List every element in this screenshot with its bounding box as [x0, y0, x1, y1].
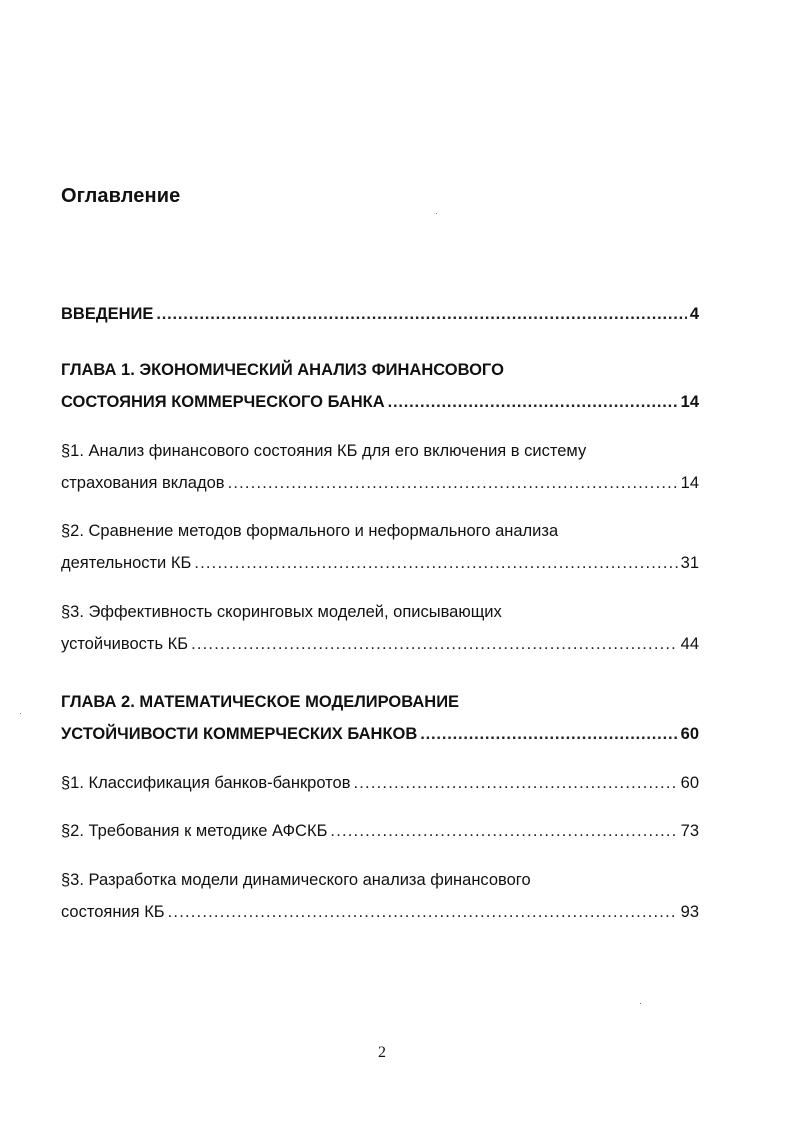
dot-leader [330, 815, 677, 847]
toc-entry-title-line: ГЛАВА 1. ЭКОНОМИЧЕСКИЙ АНАЛИЗ ФИНАНСОВОГО [61, 361, 504, 379]
toc-entry-last-line [61, 386, 699, 418]
page-number: 2 [378, 1044, 386, 1061]
toc-entry-title: ВВЕДЕНИЕ [61, 305, 154, 323]
toc-page-number: 93 [680, 903, 699, 921]
toc-page-number: 60 [680, 774, 699, 792]
toc-entry-ch2-section-1[interactable] [61, 767, 699, 799]
scan-speck [640, 1003, 641, 1004]
toc-entry-title: состояния КБ [61, 903, 165, 921]
toc-page-number: 14 [680, 393, 699, 411]
dot-leader [420, 718, 677, 750]
toc-entry-last-line [61, 298, 699, 330]
toc-entry-chapter-2[interactable] [61, 686, 699, 750]
toc-entry-title-line: §3. Разработка модели динамического анализа финансового [61, 871, 531, 889]
toc-page-number: 44 [680, 635, 699, 653]
toc-entry-title-line: §1. Анализ финансового состояния КБ для его включения в систему [61, 442, 587, 460]
page-title: Оглавление [61, 185, 181, 207]
toc-entry-title: СОСТОЯНИЯ КОММЕРЧЕСКОГО БАНКА [61, 393, 385, 411]
toc-page-number: 60 [680, 725, 699, 743]
dot-leader [228, 467, 678, 499]
dot-leader [191, 628, 678, 660]
toc-entry-last-line [61, 718, 699, 750]
toc-entry-title: §1. Классификация банков-банкротов [61, 774, 351, 792]
toc-entry-ch2-section-3[interactable] [61, 864, 699, 928]
toc-entry-title: деятельности КБ [61, 554, 192, 572]
toc-entry-introduction[interactable] [61, 298, 699, 330]
toc-entry-ch1-section-1[interactable] [61, 435, 699, 499]
dot-leader [194, 547, 677, 579]
scan-speck [20, 713, 21, 714]
toc-entry-title-line: ГЛАВА 2. МАТЕМАТИЧЕСКОЕ МОДЕЛИРОВАНИЕ [61, 693, 460, 711]
toc-entry-title-line: §2. Сравнение методов формального и неформального анализа [61, 522, 559, 540]
toc-entry-chapter-1[interactable] [61, 354, 699, 418]
toc-entry-ch1-section-2[interactable] [61, 515, 699, 579]
toc-entry-last-line [61, 547, 699, 579]
dot-leader [388, 386, 678, 418]
dot-leader [156, 298, 686, 330]
toc-page-number: 4 [689, 305, 699, 323]
toc-entry-ch1-section-3[interactable] [61, 596, 699, 660]
toc-entry-title: §2. Требования к методике АФСКБ [61, 822, 328, 840]
scan-speck [436, 213, 437, 214]
toc-entry-title: страхования вкладов [61, 474, 225, 492]
toc-entry-last-line [61, 896, 699, 928]
toc-page-number: 73 [680, 822, 699, 840]
toc-entry-last-line [61, 815, 699, 847]
toc-entry-last-line [61, 767, 699, 799]
toc-entry-title: устойчивость КБ [61, 635, 189, 653]
toc-entry-last-line [61, 467, 699, 499]
toc-entry-title: УСТОЙЧИВОСТИ КОММЕРЧЕСКИХ БАНКОВ [61, 725, 418, 743]
dot-leader [353, 767, 677, 799]
toc-entry-last-line [61, 628, 699, 660]
toc-entry-ch2-section-2[interactable] [61, 815, 699, 847]
toc-page-number: 31 [680, 554, 699, 572]
toc-entry-title-line: §3. Эффективность скоринговых моделей, описывающих [61, 603, 502, 621]
dot-leader [168, 896, 678, 928]
toc-page-number: 14 [680, 474, 699, 492]
